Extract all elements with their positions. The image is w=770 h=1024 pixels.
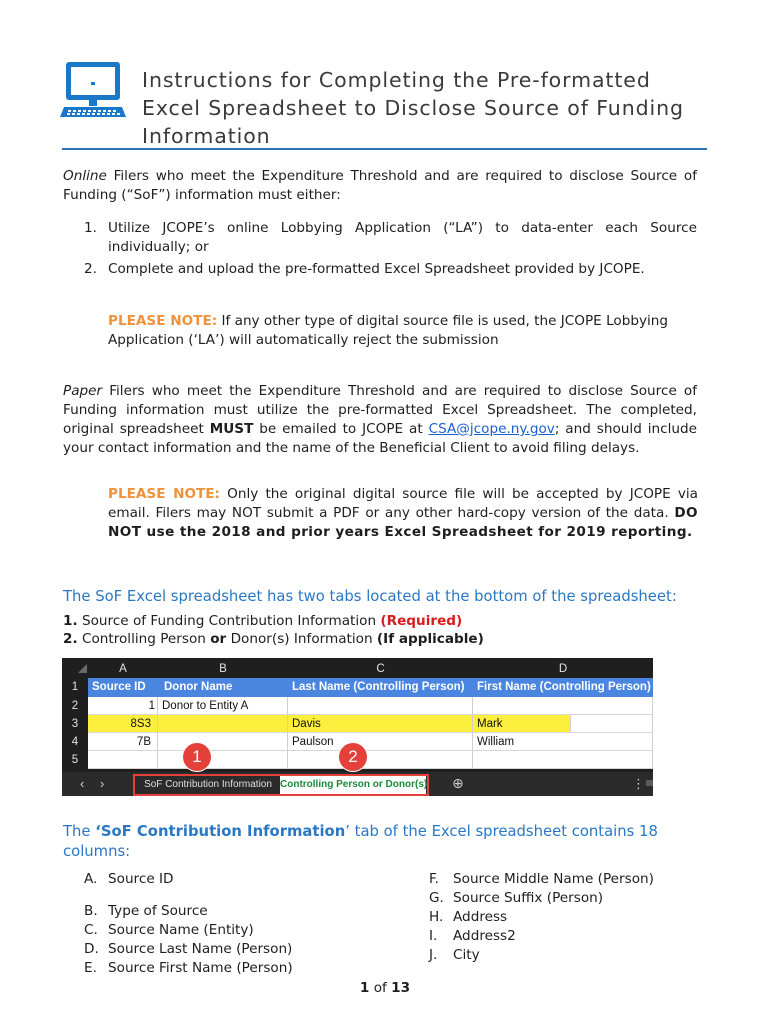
column-header-d[interactable]: D	[558, 663, 568, 675]
note-warning: DO NOT use the 2018 and prior years Excel Spreadsheet for 2019 reporting.	[108, 505, 698, 540]
page-number	[0, 979, 770, 998]
column-list-right	[429, 870, 729, 965]
list-letter: D.	[84, 941, 99, 957]
contribution-heading-text: The	[63, 823, 96, 840]
list-item-text: Source Middle Name (Person)	[453, 871, 654, 887]
paper-text: be emailed to JCOPE at	[253, 421, 429, 437]
list-item-text: Source ID	[108, 871, 174, 887]
tab-scroll-prev-icon[interactable]: ‹	[80, 776, 85, 791]
tab-list-item-1	[63, 612, 462, 631]
tab-list-text: Controlling Person	[77, 631, 211, 647]
cell-d3-rest[interactable]	[571, 715, 653, 733]
header-cell-last-name[interactable]: Last Name (Controlling Person)	[288, 678, 473, 697]
tab-list-text: Donor(s) Information	[226, 631, 377, 647]
column-header-a[interactable]: A	[119, 663, 127, 675]
row-header-3[interactable]: 3	[71, 718, 79, 730]
tab-scroll-next-icon[interactable]: ›	[100, 776, 105, 791]
online-filers-paragraph	[63, 167, 697, 205]
list-item-text: Utilize JCOPE’s online Lobbying Application (“LA”) to data-enter each Source individually; or	[108, 220, 697, 255]
required-flag: (Required)	[380, 613, 463, 629]
list-item-text: Source Last Name (Person)	[108, 941, 293, 957]
tab-list-item-2	[63, 630, 484, 649]
cell-b3[interactable]	[158, 715, 288, 733]
cell-d4[interactable]: William	[473, 733, 653, 751]
title-line-2: Excel Spreadsheet to Disclose Source of Funding	[142, 96, 684, 120]
paper-lead: Paper	[63, 383, 103, 399]
list-letter: C.	[84, 922, 98, 938]
computer-icon	[60, 60, 126, 120]
list-item-number: 2.	[84, 261, 97, 277]
paper-filers-paragraph	[63, 382, 697, 458]
column-header-b[interactable]: B	[219, 663, 227, 675]
cell-d5[interactable]	[473, 751, 653, 769]
online-text: Filers who meet the Expenditure Threshold and are required to disclose Source of Funding (“SoF”) information must either:	[63, 168, 697, 203]
list-item-text: Type of Source	[108, 903, 208, 919]
column-header-c[interactable]: C	[376, 663, 385, 675]
list-item	[84, 940, 384, 959]
list-item	[84, 870, 384, 889]
paper-text: Filers who meet the Expenditure Threshold and are required to disclose Source of Funding information must utilize the pre-formatted Excel Spreadsheet. The completed, original spreadsheet	[63, 383, 697, 437]
tabs-highlight-box	[133, 774, 429, 796]
online-lead: Online	[63, 168, 107, 184]
spreadsheet-screenshot	[62, 658, 653, 796]
header-cell-donor-name[interactable]: Donor Name	[160, 678, 288, 697]
list-item-text: Source Name (Entity)	[108, 922, 254, 938]
list-item-text: Source Suffix (Person)	[453, 890, 604, 906]
cell-b2[interactable]: Donor to Entity A	[158, 697, 288, 715]
tab-list-number: 1.	[63, 613, 78, 629]
note-label: PLEASE NOTE:	[108, 313, 218, 329]
tab-list-number: 2.	[63, 631, 78, 647]
add-sheet-icon[interactable]: ⊕	[452, 775, 464, 791]
note-text: Only the original digital source file will be accepted by JCOPE via email. Filers may NOT submit a PDF or any other hard-copy version of the data.	[108, 486, 698, 521]
cell-c2[interactable]	[288, 697, 473, 715]
horizontal-scrollbar[interactable]	[646, 780, 653, 786]
list-item-text: Complete and upload the pre-formatted Excel Spreadsheet provided by JCOPE.	[108, 261, 645, 277]
list-item-text: City	[453, 947, 480, 963]
email-link[interactable]: CSA@jcope.ny.gov	[428, 421, 555, 437]
list-letter: J.	[429, 947, 438, 963]
page-of: of	[369, 980, 392, 996]
callout-badge-1: 1	[182, 742, 212, 772]
list-item-number: 1.	[84, 220, 97, 236]
cell-c5[interactable]	[288, 751, 473, 769]
row-header-1[interactable]: 1	[71, 681, 79, 693]
list-letter: B.	[84, 903, 98, 919]
more-options-icon[interactable]: ⋮	[632, 776, 645, 791]
list-letter: H.	[429, 909, 444, 925]
title-rule	[62, 148, 707, 150]
list-item-2	[84, 260, 697, 279]
title-line-1: Instructions for Completing the Pre-formatted	[142, 68, 651, 92]
list-item-text: Address2	[453, 928, 516, 944]
list-item-1	[84, 219, 697, 257]
row-header-5[interactable]: 5	[71, 754, 79, 766]
note-text: If any other type of digital source file is used, the JCOPE Lobbying Application (‘LA’) will automatically reject the submission	[108, 313, 669, 348]
list-item	[84, 921, 384, 940]
note-label: PLEASE NOTE:	[108, 486, 220, 502]
list-item	[429, 927, 729, 946]
list-letter: E.	[84, 960, 97, 976]
tab-list-text: Source of Funding Contribution Information	[77, 613, 381, 629]
cell-c4[interactable]: Paulson	[288, 733, 473, 751]
list-item-text: Source First Name (Person)	[108, 960, 293, 976]
row-header-2[interactable]: 2	[71, 700, 79, 712]
please-note-2	[108, 485, 698, 542]
row-header-4[interactable]: 4	[71, 736, 79, 748]
applicable-flag: (If applicable)	[376, 631, 484, 647]
column-list-left	[84, 870, 384, 978]
list-letter: I.	[429, 928, 438, 944]
cell-a3[interactable]: 8S3	[88, 715, 158, 733]
tab-sof-contribution[interactable]: SoF Contribution Information	[144, 779, 272, 790]
cell-a2[interactable]: 1	[88, 697, 158, 715]
cell-c3[interactable]: Davis	[288, 715, 473, 733]
cell-d3[interactable]: Mark	[473, 715, 571, 733]
cell-b5[interactable]	[158, 751, 288, 769]
list-item	[429, 908, 729, 927]
contribution-heading-text: ’ tab of the Excel spreadsheet contains 18 columns:	[63, 823, 658, 860]
list-item-text: Address	[453, 909, 508, 925]
cell-b4[interactable]	[158, 733, 288, 751]
total-pages: 13	[391, 980, 411, 996]
tab-controlling-person[interactable]: Controlling Person or Donor(s)	[280, 775, 426, 794]
header-cell-source-id[interactable]: Source ID	[88, 678, 160, 697]
list-letter: G.	[429, 890, 444, 906]
list-item	[84, 902, 384, 921]
header-cell-first-name[interactable]: First Name (Controlling Person)	[473, 678, 653, 697]
list-item	[84, 959, 384, 978]
cell-a4[interactable]: 7B	[88, 733, 158, 751]
must-emphasis: MUST	[209, 421, 254, 437]
contribution-heading	[63, 822, 683, 862]
current-page: 1	[359, 980, 370, 996]
page-title	[142, 66, 722, 150]
list-letter: A.	[84, 871, 98, 887]
cell-d2[interactable]	[473, 697, 653, 715]
list-item	[429, 946, 729, 965]
please-note-1	[108, 312, 698, 350]
list-item	[429, 889, 729, 908]
or-emphasis: or	[210, 631, 227, 647]
cell-a5[interactable]	[88, 751, 158, 769]
tabs-heading: The SoF Excel spreadsheet has two tabs located at the bottom of the spreadsheet:	[63, 588, 677, 605]
select-all-corner-icon	[78, 664, 87, 673]
list-item	[429, 870, 729, 889]
paper-text: ; and should include your contact information and the name of the Beneficial Client to avoid filing delays.	[63, 421, 697, 456]
callout-badge-2: 2	[338, 742, 368, 772]
title-line-3: Information	[142, 124, 271, 148]
contribution-tab-name: ‘SoF Contribution Information	[95, 823, 346, 840]
list-letter: F.	[429, 871, 439, 887]
